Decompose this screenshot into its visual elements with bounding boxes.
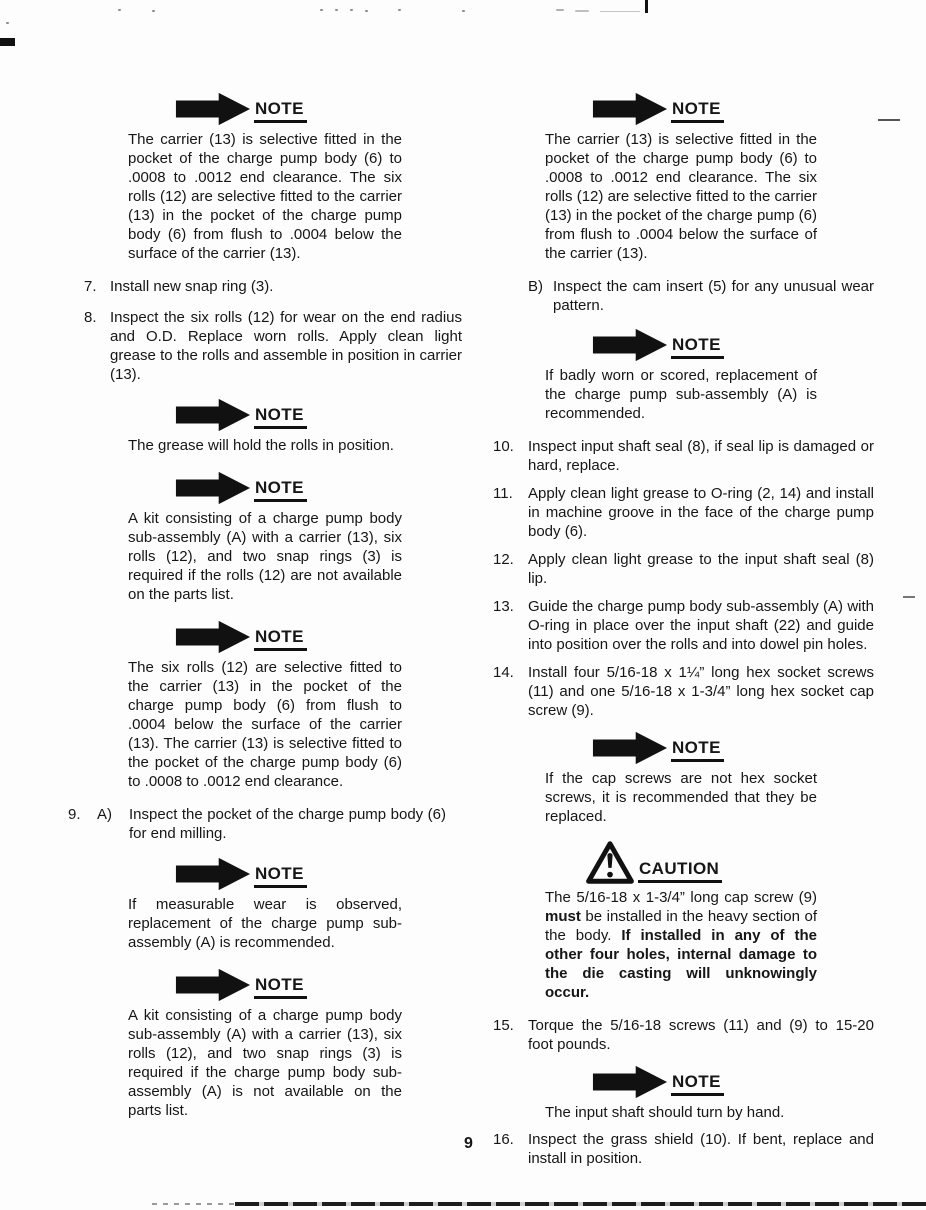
item-number: 8. <box>84 309 97 326</box>
item-number: 9. <box>68 806 81 823</box>
note-header <box>591 1063 817 1101</box>
list-item <box>84 308 462 384</box>
scan-artifact-dash <box>878 119 900 121</box>
scan-speck <box>556 9 564 11</box>
caution-block <box>545 840 817 1002</box>
list-item <box>493 550 874 588</box>
list-item <box>493 1016 874 1054</box>
note-arrow-icon <box>174 618 252 656</box>
note-block <box>128 618 402 791</box>
item-text: Inspect input shaft seal (8), if seal lip is damaged or hard, replace. <box>528 438 874 474</box>
list-item <box>493 1130 874 1168</box>
item-text: Apply clean light grease to O-ring (2, 14) and install in machine groove in the face of the charge pump body (6). <box>528 485 874 540</box>
note-label: NOTE <box>254 627 307 651</box>
scan-speck <box>6 22 9 24</box>
item-number: 16. <box>493 1131 514 1148</box>
page-number: 9 <box>464 1135 473 1152</box>
note-block <box>128 396 402 455</box>
caution-text-part: The 5/16-18 x 1-3/4” long cap screw (9) <box>545 889 817 906</box>
item-number: 7. <box>84 278 97 295</box>
note-text: The input shaft should turn by hand. <box>545 1104 785 1121</box>
list-item <box>493 663 874 720</box>
note-header <box>174 469 402 507</box>
scan-speck <box>575 10 589 12</box>
note-text: The carrier (13) is selective fitted in the pocket of the charge pump body (6) to .0008 to .0012 end clearance. The six rolls (12) are selective fitted to the carrier (13) in the pocket of the charge pump (6) from flush to .0004 below the surface of the carrier (13). <box>545 131 817 262</box>
note-header <box>591 326 817 364</box>
list-item <box>493 597 874 654</box>
caution-text-bold: If installed in any of the other four holes, internal damage to the die casting will unknowingly occur. <box>545 927 817 1001</box>
item-text: Inspect the pocket of the charge pump body (6) for end milling. <box>129 806 446 842</box>
caution-text-part: be installed in the heavy section of the body. <box>545 908 817 944</box>
note-label: NOTE <box>254 99 307 123</box>
note-text: The carrier (13) is selective fitted in the pocket of the charge pump body (6) to .0008 to .0012 end clearance. The six rolls (12) are selective fitted to the carrier (13) in the pocket of the charge pump body (6) from flush to .0004 below the surface of the carrier (13). <box>128 131 402 262</box>
note-label: NOTE <box>671 1072 724 1096</box>
caution-label: CAUTION <box>638 859 722 883</box>
note-header <box>174 966 402 1004</box>
item-number: 14. <box>493 664 514 681</box>
note-block <box>545 326 817 423</box>
note-label: NOTE <box>254 478 307 502</box>
note-label: NOTE <box>254 405 307 429</box>
note-text: A kit consisting of a charge pump body sub-assembly (A) with a carrier (13), six rolls (12), and two snap rings (3) is required if the charge pump body sub-assembly (A) is not available on the parts list. <box>128 1007 402 1119</box>
note-label: NOTE <box>671 738 724 762</box>
scan-artifact-corner <box>0 38 15 46</box>
note-label: NOTE <box>671 99 724 123</box>
note-label: NOTE <box>671 335 724 359</box>
item-number: 10. <box>493 438 514 455</box>
note-text: If the cap screws are not hex socket screws, it is recommended that they be replaced. <box>545 770 817 825</box>
note-arrow-icon <box>174 855 252 893</box>
note-text: A kit consisting of a charge pump body sub-assembly (A) with a carrier (13), six rolls (12), and two snap rings (3) is required if the rolls (12) are not available on the parts list. <box>128 510 402 603</box>
item-text: Inspect the six rolls (12) for wear on the end radius and O.D. Replace worn rolls. Apply clean light grease to the rolls and assemble in position in carrier (13). <box>110 309 462 383</box>
note-text: If measurable wear is observed, replacement of the charge pump sub-assembly (A) is recommended. <box>128 896 402 951</box>
item-letter: A) <box>97 806 112 823</box>
scan-speck <box>118 9 121 11</box>
item-number: 13. <box>493 598 514 615</box>
note-header <box>591 729 817 767</box>
caution-text <box>545 888 817 1002</box>
list-item <box>528 277 874 315</box>
scan-artifact-tick <box>645 0 648 13</box>
note-text: The six rolls (12) are selective fitted to the carrier (13) in the pocket of the charge pump body (6) from flush to .0004 below the surface of the carrier (13). The carrier (13) is selective fitted to the pocket of the charge pump body (6) to .0008 to .0012 end clearance. <box>128 659 402 790</box>
note-label: NOTE <box>254 864 307 888</box>
scan-speck <box>365 10 368 12</box>
item-text: Torque the 5/16-18 screws (11) and (9) to 15-20 foot pounds. <box>528 1017 874 1053</box>
list-item <box>84 277 462 296</box>
item-text: Inspect the grass shield (10). If bent, replace and install in position. <box>528 1131 874 1167</box>
note-block <box>545 1063 817 1122</box>
item-number: 15. <box>493 1017 514 1034</box>
item-letter: B) <box>528 278 543 295</box>
list-item <box>68 805 446 843</box>
item-text: Inspect the cam insert (5) for any unusual wear pattern. <box>553 278 874 314</box>
caution-text-bold: must <box>545 908 581 925</box>
note-header <box>174 90 402 128</box>
right-column <box>492 88 874 1177</box>
list-item <box>493 437 874 475</box>
scan-speck <box>600 11 640 12</box>
note-block <box>128 855 402 952</box>
note-label: NOTE <box>254 975 307 999</box>
note-arrow-icon <box>591 1063 669 1101</box>
note-header <box>174 396 402 434</box>
scan-speck <box>152 10 155 12</box>
note-block <box>128 966 402 1120</box>
note-block <box>128 469 402 604</box>
caution-header <box>585 840 817 885</box>
scan-speck <box>320 9 323 11</box>
note-arrow-icon <box>174 396 252 434</box>
item-text: Install new snap ring (3). <box>110 278 274 295</box>
scan-speck <box>335 9 338 11</box>
scan-speck <box>350 9 353 11</box>
note-arrow-icon <box>174 90 252 128</box>
bottom-scan-line <box>235 1202 926 1206</box>
list-item <box>493 484 874 541</box>
note-block <box>545 729 817 826</box>
item-text: Install four 5/16-18 x 1¼” long hex socket screws (11) and one 5/16-18 x 1-3/4” long hex socket cap screw (9). <box>528 664 874 719</box>
note-header <box>591 90 817 128</box>
note-header <box>174 618 402 656</box>
scan-artifact-dash <box>903 596 915 598</box>
note-arrow-icon <box>591 326 669 364</box>
item-number: 12. <box>493 551 514 568</box>
note-text: If badly worn or scored, replacement of the charge pump sub-assembly (A) is recommended. <box>545 367 817 422</box>
note-block <box>545 90 817 263</box>
note-arrow-icon <box>591 729 669 767</box>
left-column <box>66 88 462 1134</box>
scan-speck <box>398 9 401 11</box>
caution-triangle-icon <box>585 840 635 885</box>
note-header <box>174 855 402 893</box>
item-number: 11. <box>493 485 513 502</box>
bottom-scan-line-faint <box>152 1203 238 1205</box>
note-arrow-icon <box>174 469 252 507</box>
note-arrow-icon <box>591 90 669 128</box>
item-text: Apply clean light grease to the input shaft seal (8) lip. <box>528 551 874 587</box>
item-text: Guide the charge pump body sub-assembly (A) with O-ring in place over the input shaft (22) and guide into position over the rolls and into dowel pin holes. <box>528 598 874 653</box>
note-block <box>128 90 402 263</box>
scan-speck <box>462 10 465 12</box>
note-arrow-icon <box>174 966 252 1004</box>
note-text: The grease will hold the rolls in position. <box>128 437 394 454</box>
